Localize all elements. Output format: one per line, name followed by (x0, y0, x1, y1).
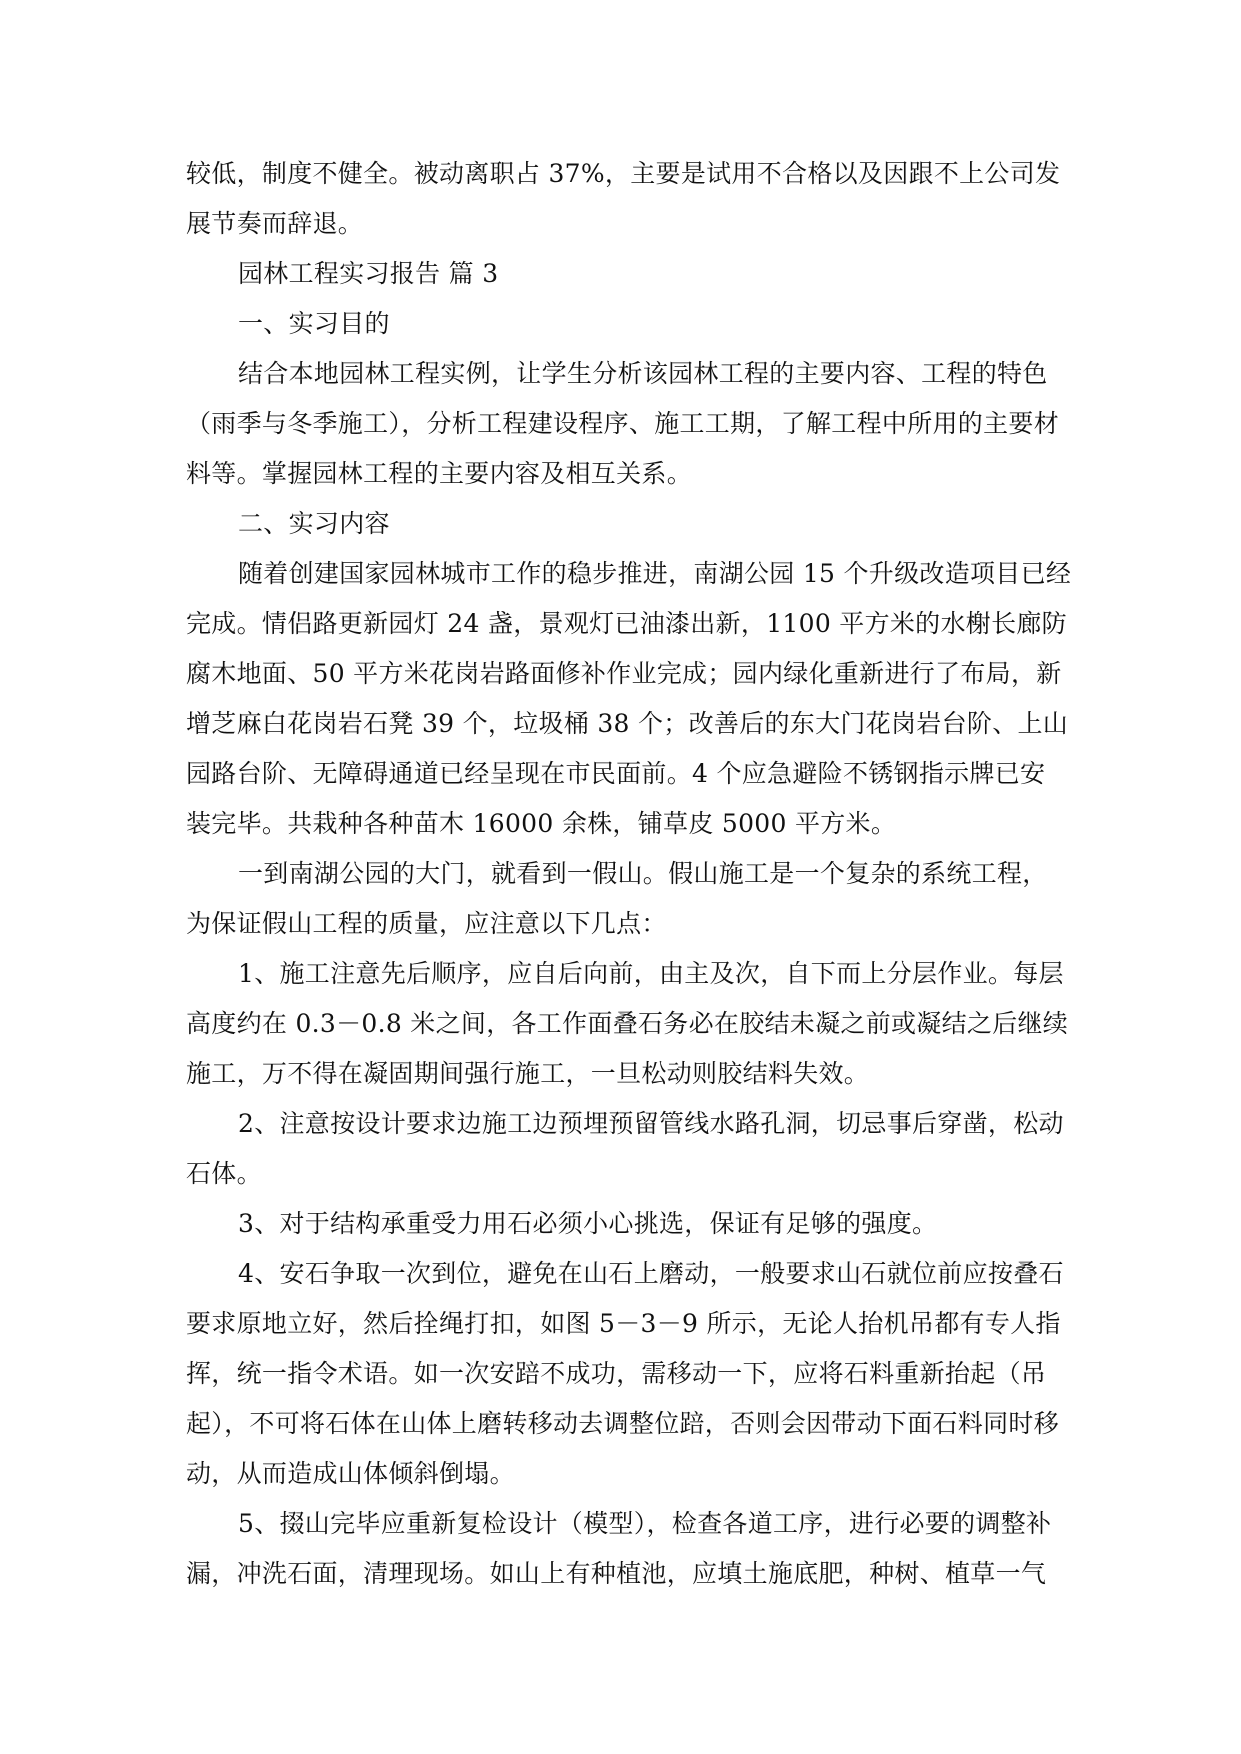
text-line: 园路台阶、无障碍通道已经呈现在市民面前。4 个应急避险不锈钢指示牌已安 (186, 759, 1046, 788)
text-line: 结合本地园林工程实例，让学生分析该园林工程的主要内容、工程的特色 (238, 359, 1048, 388)
text-line: 随着创建国家园林城市工作的稳步推进，南湖公园 15 个升级改造项目已经 (238, 559, 1072, 588)
text-line: 3、对于结构承重受力用石必须小心挑选，保证有足够的强度。 (238, 1209, 938, 1238)
text-line: 较低，制度不健全。被动离职占 37%，主要是试用不合格以及因跟不上公司发 (186, 159, 1061, 188)
heading: 二、实习内容 (238, 509, 390, 538)
text-line: 展节奏而辞退。 (186, 209, 364, 238)
text-line: 一到南湖公园的大门，就看到一假山。假山施工是一个复杂的系统工程， (238, 859, 1048, 888)
text-line: 石体。 (186, 1159, 262, 1188)
text-line: 料等。掌握园林工程的主要内容及相互关系。 (186, 459, 693, 488)
text-line: 起），不可将石体在山体上磨转移动去调整位踣，否则会因带动下面石料同时移 (186, 1409, 1060, 1438)
text-line: 增芝麻白花岗岩石凳 39 个，垃圾桶 38 个；改善后的东大门花岗岩台阶、上山 (186, 709, 1069, 738)
text-line: （雨季与冬季施工），分析工程建设程序、施工工期，了解工程中所用的主要材 (186, 409, 1060, 438)
text-line: 装完毕。共栽种各种苗木 16000 余株，铺草皮 5000 平方米。 (186, 809, 897, 838)
text-line: 完成。情侣路更新园灯 24 盏，景观灯已油漆出新，1100 平方米的水榭长廊防 (186, 609, 1067, 638)
text-line: 挥，统一指令术语。如一次安踣不成功，需移动一下，应将石料重新抬起（吊 (186, 1359, 1047, 1388)
text-line: 要求原地立好，然后拴绳打扣，如图 5－3－9 所示，无论人抬机吊都有专人指 (186, 1309, 1061, 1338)
text-line: 动，从而造成山体倾斜倒塌。 (186, 1459, 515, 1488)
section-title: 园林工程实习报告 篇 3 (238, 259, 499, 288)
text-line: 2、注意按设计要求边施工边预埋预留管线水路孔洞，切忌事后穿凿，松动 (238, 1109, 1064, 1138)
text-line: 腐木地面、50 平方米花岗岩路面修补作业完成；园内绿化重新进行了布局，新 (186, 659, 1062, 688)
text-line: 为保证假山工程的质量，应注意以下几点： (186, 909, 667, 938)
text-line: 高度约在 0.3－0.8 米之间，各工作面叠石务必在胶结未凝之前或凝结之后继续 (186, 1009, 1069, 1038)
text-line: 4、安石争取一次到位，避免在山石上磨动，一般要求山石就位前应按叠石 (238, 1259, 1064, 1288)
text-line: 施工，万不得在凝固期间强行施工，一旦松动则胶结料失效。 (186, 1059, 870, 1088)
text-line: 漏，冲洗石面，清理现场。如山上有种植池，应填土施底肥，种树、植草一气 (186, 1559, 1047, 1588)
text-line: 1、施工注意先后顺序，应自后向前，由主及次，自下而上分层作业。每层 (238, 959, 1064, 988)
text-line: 5、掇山完毕应重新复检设计（模型），检查各道工序，进行必要的调整补 (238, 1509, 1052, 1538)
heading: 一、实习目的 (238, 309, 390, 338)
